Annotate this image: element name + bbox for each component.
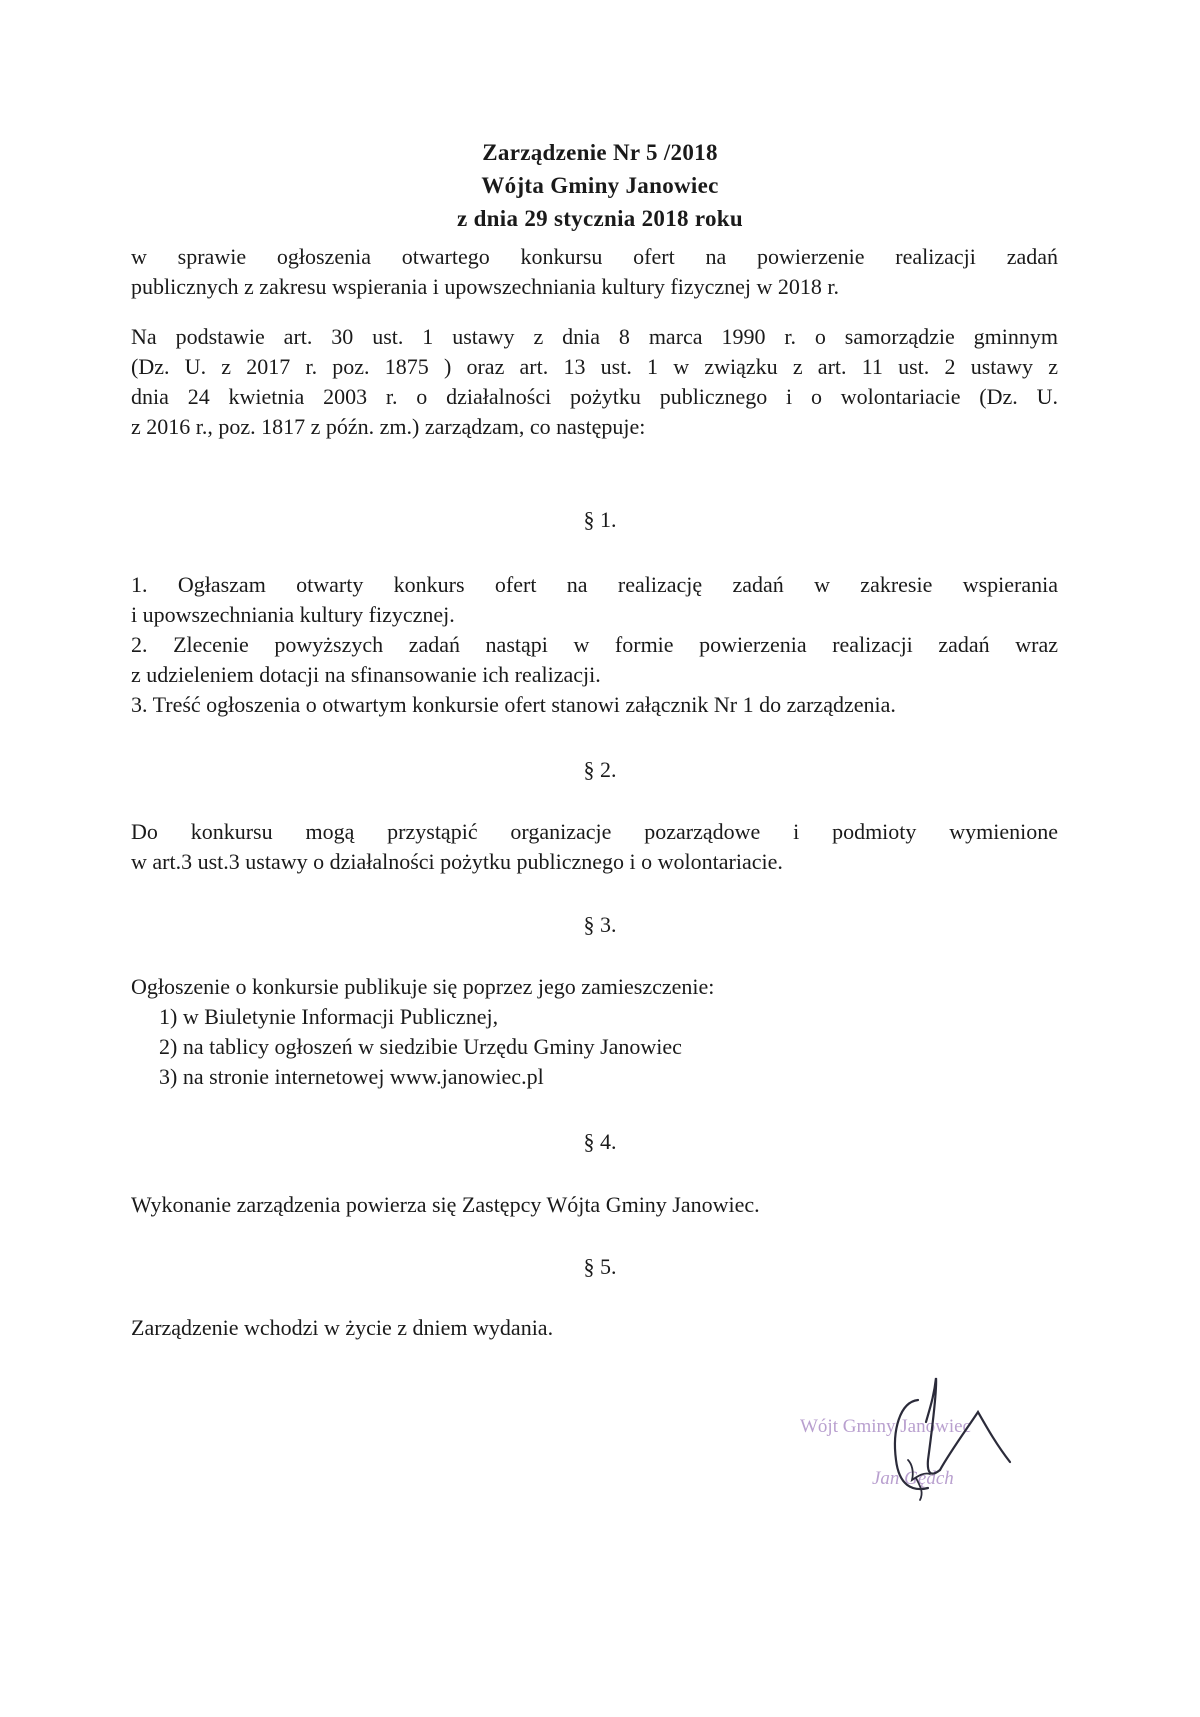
subject-line: w sprawie ogłoszenia otwartego konkursu ofert na powierzenie realizacji zadań — [131, 244, 1058, 269]
preamble-line: Na podstawie art. 30 ust. 1 ustawy z dnia 8 marca 1990 r. o samorządzie gminnym — [131, 324, 1058, 349]
section-4-body — [131, 1190, 1058, 1220]
official-stamp — [800, 1360, 1060, 1510]
section-1-line: 1. Ogłaszam otwarty konkurs ofert na realizację zadań w zakresie wspierania — [131, 572, 1058, 597]
preamble-line: z 2016 r., poz. 1817 z późn. zm.) zarządzam, co następuje: — [131, 414, 646, 439]
section-1-line: i upowszechniania kultury fizycznej. — [131, 602, 455, 627]
subject-paragraph — [131, 242, 1058, 302]
preamble-paragraph — [131, 322, 1058, 442]
section-5-body — [131, 1313, 1058, 1343]
section-sign-3: § 3. — [583, 912, 617, 937]
section-1-line: z udzieleniem dotacji na sfinansowanie ich realizacji. — [131, 662, 601, 687]
handwritten-signature — [800, 1360, 1060, 1510]
issuer: Wójta Gminy Janowiec — [481, 173, 719, 198]
section-sign-5: § 5. — [583, 1254, 617, 1279]
stamp-title: Wójt Gminy Janowiec — [800, 1416, 971, 1437]
section-1-line: 3. Treść ogłoszenia o otwartym konkursie ofert stanowi załącznik Nr 1 do zarządzenia. — [131, 692, 896, 717]
preamble-line: dnia 24 kwietnia 2003 r. o działalności pożytku publicznego i o wolontariacie (Dz. U. — [131, 384, 1058, 409]
section-4-text: Wykonanie zarządzenia powierza się Zastępcy Wójta Gminy Janowiec. — [131, 1192, 760, 1217]
document-header — [0, 136, 1200, 235]
section-sign-1: § 1. — [583, 507, 617, 532]
list-item: 1) w Biuletynie Informacji Publicznej, — [159, 1004, 499, 1029]
ordinance-number: Zarządzenie Nr 5 /2018 — [482, 140, 718, 165]
section-2-line: w art.3 ust.3 ustawy o działalności pożytku publicznego i o wolontariacie. — [131, 849, 783, 874]
list-item: 2) na tablicy ogłoszeń w siedzibie Urzędu Gminy Janowiec — [159, 1034, 682, 1059]
section-sign-4: § 4. — [583, 1129, 617, 1154]
stamp-name: Jan Gędch — [872, 1468, 954, 1489]
section-3-body — [131, 972, 1058, 1092]
section-1-line: 2. Zlecenie powyższych zadań nastąpi w formie powierzenia realizacji zadań wraz — [131, 632, 1058, 657]
preamble-line: (Dz. U. z 2017 r. poz. 1875 ) oraz art. 13 ust. 1 w związku z art. 11 ust. 2 ustawy z — [131, 354, 1058, 379]
section-sign-2: § 2. — [583, 757, 617, 782]
list-item: 3) na stronie internetowej www.janowiec.pl — [159, 1064, 544, 1089]
section-2-body — [131, 817, 1058, 877]
section-1-body — [131, 570, 1058, 720]
section-2-line: Do konkursu mogą przystąpić organizacje pozarządowe i podmioty wymienione — [131, 819, 1058, 844]
section-3-intro: Ogłoszenie o konkursie publikuje się poprzez jego zamieszczenie: — [131, 974, 715, 999]
issue-date: z dnia 29 stycznia 2018 roku — [457, 206, 743, 231]
subject-line: publicznych z zakresu wspierania i upowszechniania kultury fizycznej w 2018 r. — [131, 274, 840, 299]
section-5-text: Zarządzenie wchodzi w życie z dniem wydania. — [131, 1315, 554, 1340]
